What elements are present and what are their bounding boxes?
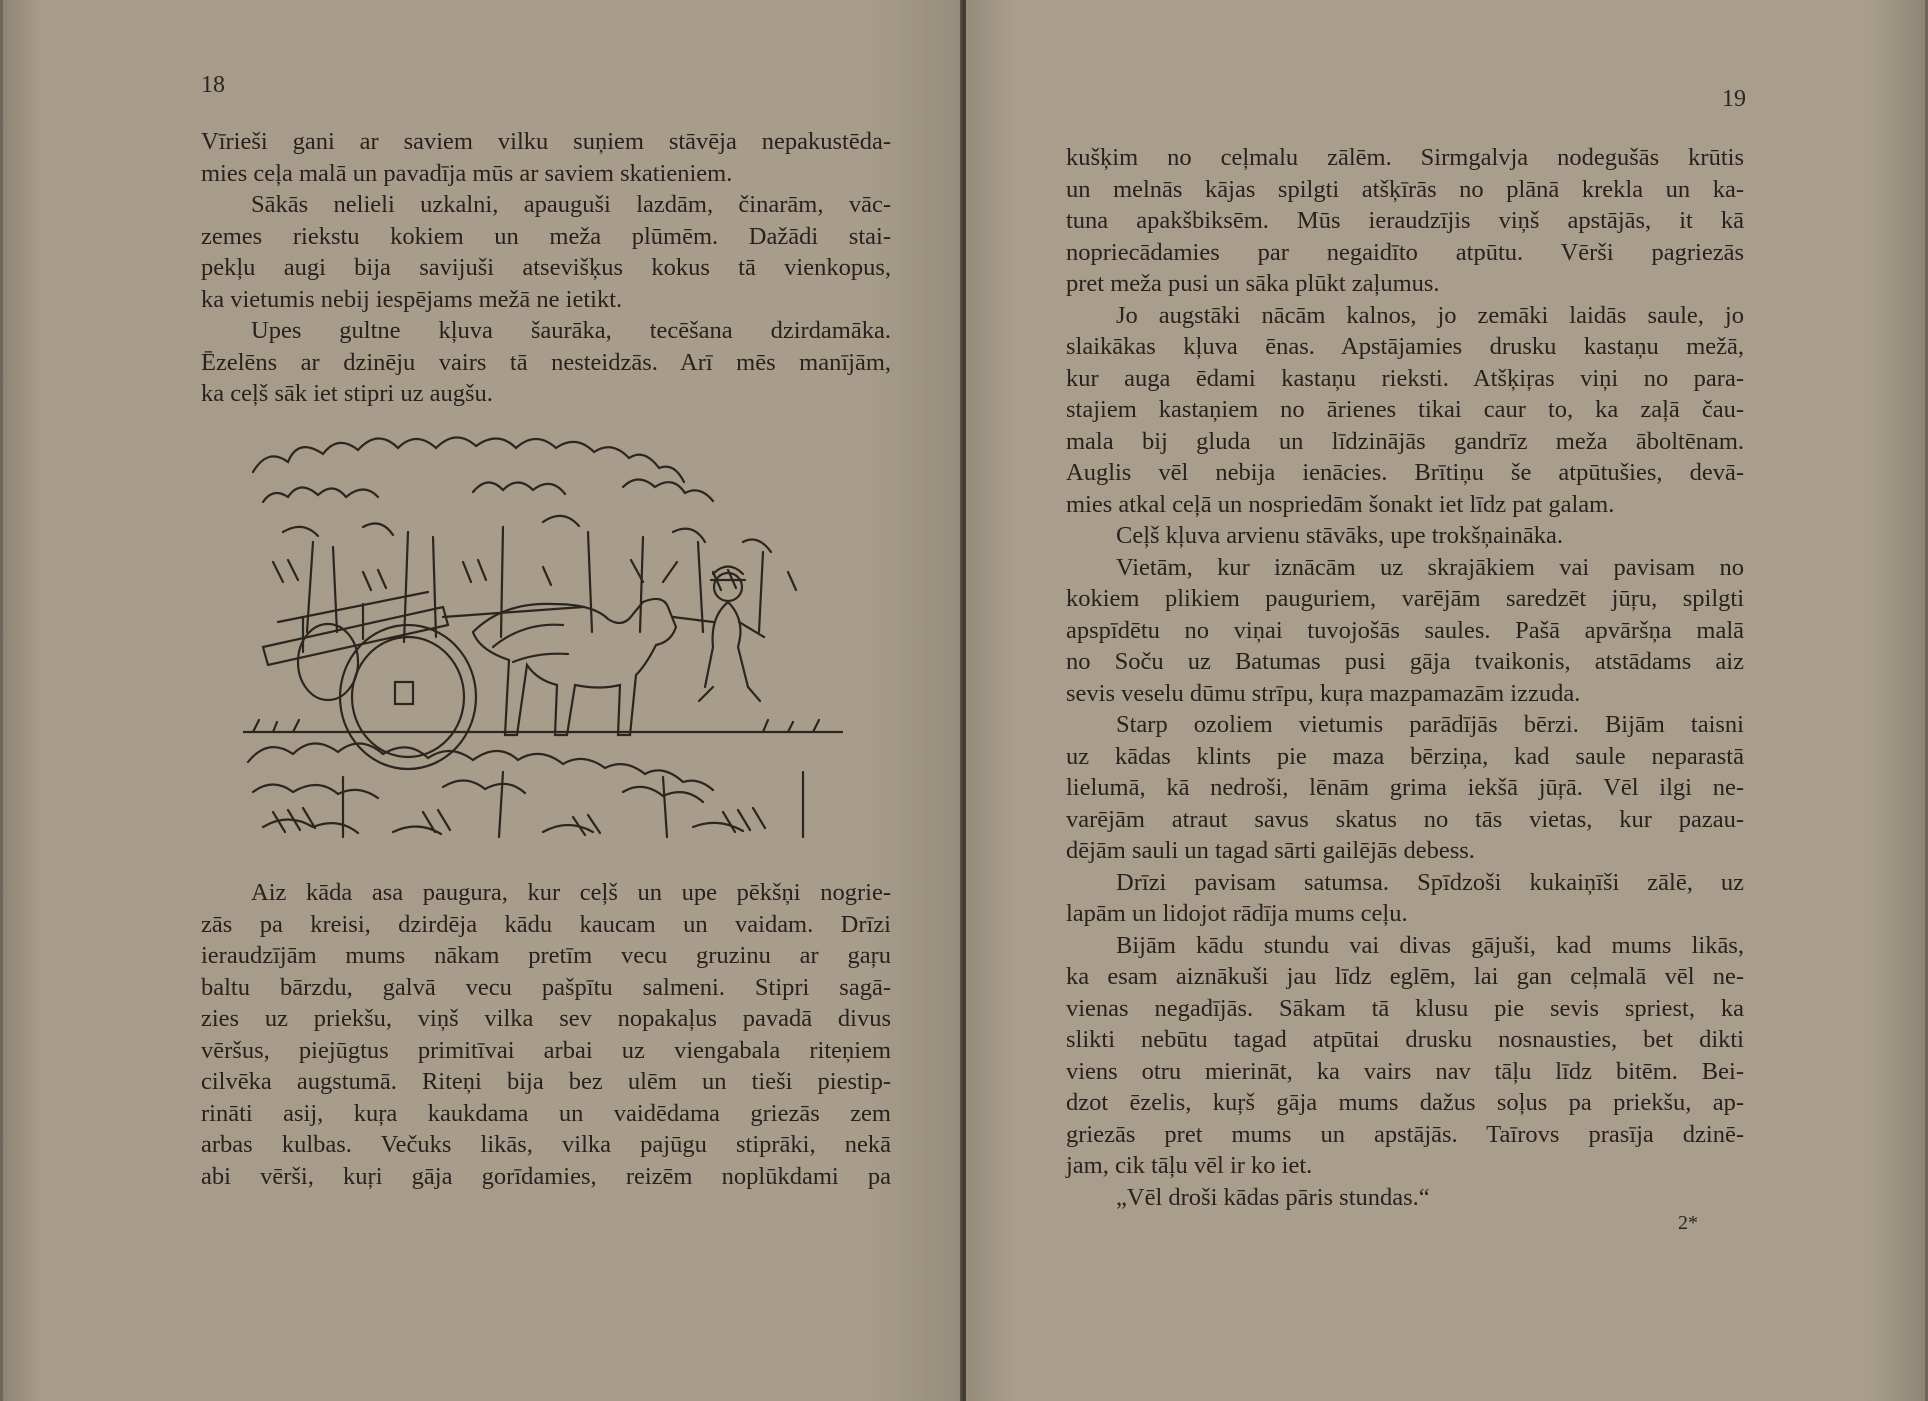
ox-cart-illustration (243, 432, 843, 872)
text-line: „Vēl droši kādas pāris stundas.“ (1116, 1183, 1430, 1211)
text-line: Sākās nelieli uzkalni, apauguši lazdām, činarām, vāc- (251, 191, 891, 218)
paragraph (201, 877, 891, 1192)
paragraph (1066, 930, 1744, 1182)
text-line: zies uz priekšu, viņš vilka sev nopakaļus pavadā divus (201, 1005, 891, 1032)
paragraph (1066, 552, 1744, 710)
text-line: jam, cik tāļu vēl ir ko iet. (1066, 1152, 1313, 1179)
text-line: Drīzi pavisam satumsa. Spīdzoši kukaiņīši zālē, uz (1116, 868, 1744, 896)
right-text (1066, 142, 1744, 1213)
paragraph (1066, 300, 1744, 521)
text-line: Jo augstāki nācām kalnos, jo zemāki laidās saule, jo (1116, 301, 1744, 329)
text-line: Ēzelēns ar dzinēju vairs tā nesteidzās. Arī mēs manījām, (201, 348, 891, 376)
text-line: cilvēka augstumā. Riteņi bija bez ulēm un tieši piestip- (201, 1068, 891, 1095)
paragraph (201, 315, 891, 410)
text-line: Starp ozoliem vietumis parādījās bērzi. Bijām taisni (1116, 711, 1744, 738)
right-page (966, 0, 1928, 1401)
left-text-bottom (201, 877, 891, 1192)
paragraph (1066, 1182, 1744, 1214)
text-line: ieraudzījām mums nākam pretīm vecu gruzinu ar gaŗu (201, 942, 891, 969)
text-line: pekļu augi bija savijuši atsevišķus kokus tā vienkopus, (201, 254, 891, 281)
text-line: viens otru mierināt, ka vairs nav tāļu līdz bitēm. Bei- (1066, 1057, 1744, 1085)
text-line: lapām un lidojot rādīja mums ceļu. (1066, 900, 1408, 927)
text-line: kokiem plikiem pauguriem, varējām saredzēt jūŗu, spilgti (1066, 585, 1744, 612)
text-line: no Soču uz Batumas pusi gāja tvaikonis, atstādams aiz (1066, 648, 1744, 675)
paragraph (201, 126, 891, 189)
text-line: arbas kulbas. Večuks likās, vilka pajūgu stiprāki, nekā (201, 1131, 891, 1158)
page-number-right: 19 (1722, 86, 1746, 112)
text-line: Vietām, kur iznācām uz skrajākiem vai pavisam no (1116, 553, 1744, 581)
text-line: Upes gultne kļuva šaurāka, tecēšana dzirdamāka. (251, 317, 891, 344)
text-line: varējām atraut savus skatus no tās vietas, kur pazau- (1066, 805, 1744, 833)
paragraph (1066, 867, 1744, 930)
text-line: Ceļš kļuva arvienu stāvāks, upe trokšņaināka. (1116, 522, 1564, 549)
text-line: ka vietumis nebij iespējams mežā ne ietikt. (201, 285, 623, 313)
text-line: vienas negadījās. Sākam tā klusu pie sevis spriest, ka (1066, 994, 1744, 1022)
text-line: dējām sauli un tagad sārti gailējās debess. (1066, 837, 1475, 864)
text-line: sevis veselu dūmu strīpu, kuŗa mazpamazām izzuda. (1066, 679, 1581, 707)
signature-mark: 2* (1678, 1212, 1698, 1234)
text-line: zās pa kreisi, dzirdēja kādu kaucam un vaidam. Drīzi (201, 910, 891, 938)
text-line: mies ceļa malā un pavadīja mūs ar saviem skatieniem. (201, 159, 733, 187)
text-line: slaikākas kļuva ēnas. Apstājamies drusku kastaņu mežā, (1066, 333, 1744, 360)
text-line: mala bij gluda un līdzinājās gandrīz meža āboltēnam. (1066, 427, 1744, 455)
text-line: kušķim no ceļmalu zālēm. Sirmgalvja nodegušās krūtis (1066, 144, 1744, 171)
text-line: un melnās kājas spilgti atšķīrās no plānā krekla un ka- (1066, 175, 1744, 203)
text-line: uz kādas klints pie maza bērziņa, kad saule neparastā (1066, 742, 1744, 770)
text-line: pret meža pusi un sāka plūkt zaļumus. (1066, 270, 1440, 297)
text-line: zemes riekstu kokiem un meža plūmēm. Dažādi stai- (201, 222, 891, 250)
paragraph (1066, 709, 1744, 867)
text-line: lielumā, kā nedroši, lēnām grima iekšā jūŗā. Vēl ilgi ne- (1066, 774, 1744, 801)
text-line: stajiem kastaņiem no ārienes tikai caur to, ka zaļā čau- (1066, 396, 1744, 423)
text-line: baltu bārzdu, galvā vecu pašpītu salmeni. Stipri sagā- (201, 973, 891, 1001)
text-line: Vīrieši gani ar saviem vilku suņiem stāvēja nepakustēda- (201, 128, 891, 155)
text-line: nopriecādamies par negaidīto atpūtu. Vērši pagriezās (1066, 238, 1744, 266)
text-line: dzot ēzelis, kuŗš gāja mums dažus soļus pa priekšu, ap- (1066, 1089, 1744, 1116)
left-page (0, 0, 962, 1401)
page-number-left: 18 (201, 72, 225, 98)
text-line: abi vērši, kuŗi gāja gorīdamies, reizēm noplūkdami pa (201, 1162, 891, 1190)
paragraph (1066, 142, 1744, 300)
text-line: apspīdētu no viņai tuvojošās saules. Pašā apvāršņa malā (1066, 616, 1744, 644)
text-line: vēršus, piejūgtus primitīvai arbai uz viengabala riteņiem (201, 1036, 891, 1064)
text-line: Aiz kāda asa paugura, kur ceļš un upe pēkšņi nogrie- (251, 879, 891, 906)
text-line: rināti asij, kuŗa kaukdama un vaidēdama griezās zem (201, 1099, 891, 1127)
left-text-top (201, 126, 891, 410)
paragraph (201, 189, 891, 315)
text-line: slikti nebūtu tagad atpūtai drusku nosnausties, bet dikti (1066, 1026, 1744, 1053)
text-line: Bijām kādu stundu vai divas gājuši, kad mums likās, (1116, 931, 1744, 959)
text-line: griezās pret mums un apstājās. Taīrovs prasīja dzinē- (1066, 1120, 1744, 1148)
text-line: kur auga ēdami kastaņu rieksti. Atšķiŗas viņi no para- (1066, 364, 1744, 392)
text-line: tuna apakšbiksēm. Mūs ieraudzījis viņš apstājās, it kā (1066, 207, 1744, 234)
text-line: Auglis vēl nebija ienācies. Brītiņu še atpūtušies, devā- (1066, 459, 1744, 486)
text-line: ka ceļš sāk iet stipri uz augšu. (201, 380, 493, 407)
text-line: mies atkal ceļā un nospriedām šonakt iet līdz pat galam. (1066, 490, 1615, 518)
text-line: ka esam aiznākuši jau līdz eglēm, lai gan ceļmalā vēl ne- (1066, 963, 1744, 990)
paragraph (1066, 520, 1744, 552)
